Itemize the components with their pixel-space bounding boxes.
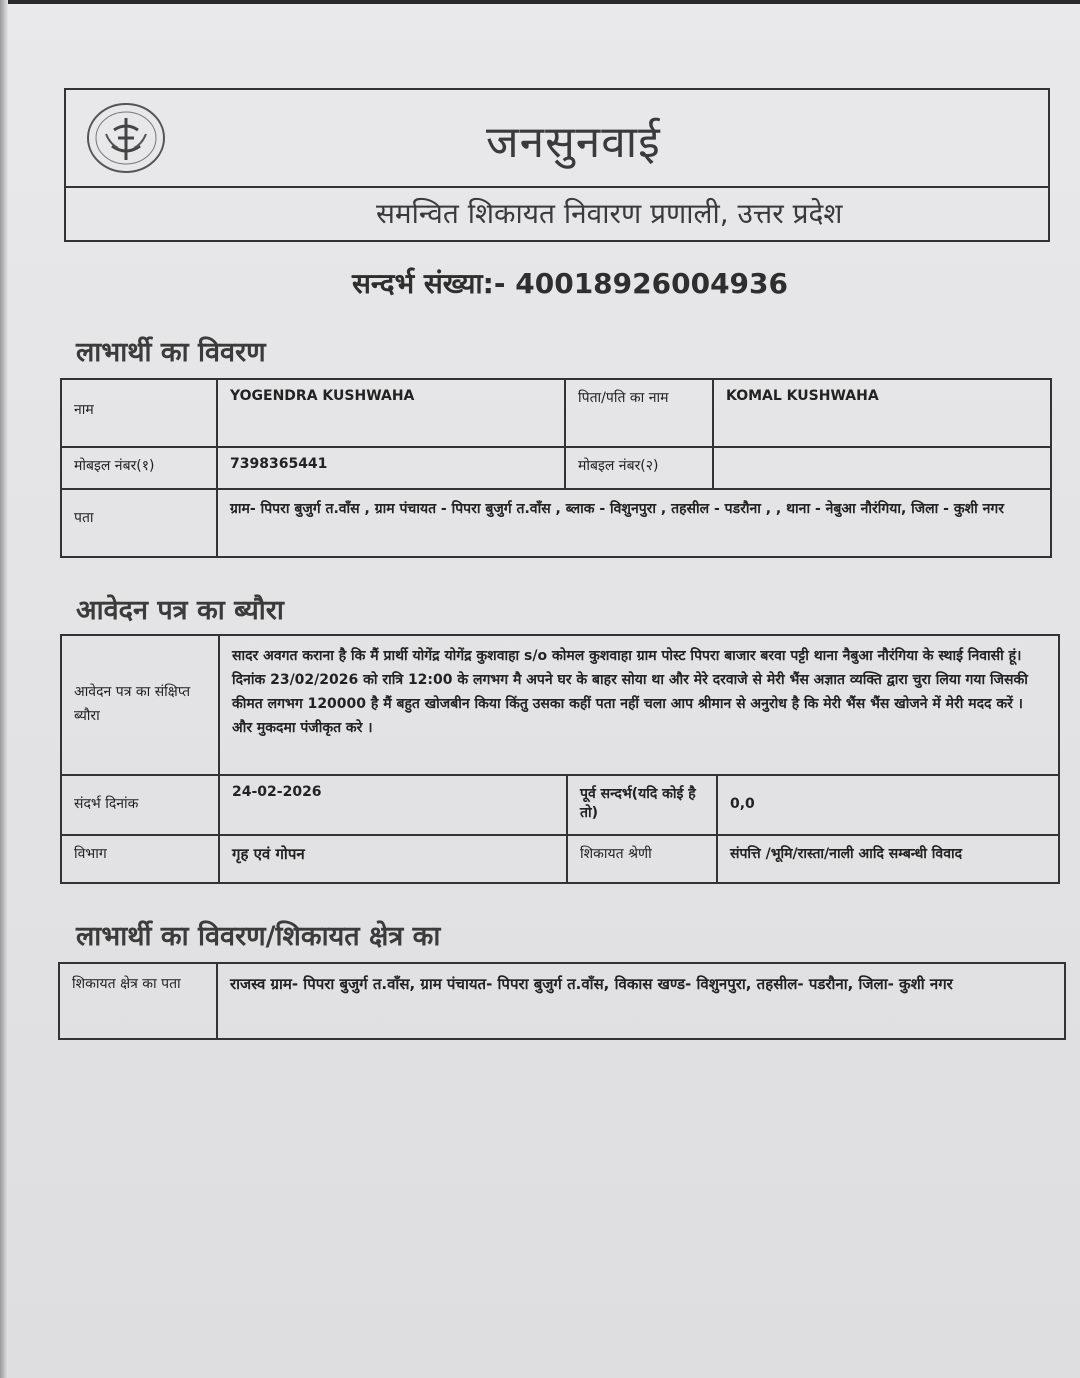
area-address-value: राजस्व ग्राम- पिपरा बुजुर्ग त.वाँस, ग्राम पंचायत- पिपरा बुजुर्ग त.वाँस, विकास खण्ड- विशुनपुरा, तहसील- पडरौना, जिला- कुशी नगर	[217, 963, 1065, 1039]
mobile1-label: मोबइल नंबर(१)	[61, 447, 217, 489]
header-box	[64, 88, 1050, 242]
reference-number	[352, 264, 788, 302]
department-label: विभाग	[61, 835, 219, 883]
date-label: संदर्भ दिनांक	[61, 775, 219, 835]
name-label: नाम	[61, 379, 217, 447]
name-value: YOGENDRA KUSHWAHA	[217, 379, 565, 447]
header-top-row	[66, 90, 1048, 188]
area-heading: लाभार्थी का विवरण/शिकायत क्षेत्र का	[76, 921, 441, 952]
top-edge	[0, 0, 1080, 4]
address-value: ग्राम- पिपरा बुजुर्ग त.वाँस , ग्राम पंचायत - पिपरा बुजुर्ग त.वाँस , ब्लाक - विशुनपुरा , तहसील - पडरौना , , थाना - नेबुआ नौरंगिया, जिला - कुशी नगर	[217, 489, 1051, 557]
beneficiary-heading: लाभार्थी का विवरण	[76, 337, 266, 368]
application-table	[60, 634, 1060, 884]
beneficiary-table	[60, 378, 1052, 558]
mobile2-value	[713, 447, 1051, 489]
application-heading: आवेदन पत्र का ब्यौरा	[76, 595, 284, 626]
reference-value: 40018926004936	[515, 267, 789, 300]
department-value: गृह एवं गोपन	[219, 835, 567, 883]
area-table	[58, 962, 1066, 1040]
up-government-emblem-icon	[84, 100, 168, 176]
area-address-label: शिकायत क्षेत्र का पता	[59, 963, 217, 1039]
mobile2-label: मोबइल नंबर(२)	[565, 447, 713, 489]
reference-label: सन्दर्भ संख्या:-	[352, 267, 516, 300]
father-name-value: KOMAL KUSHWAHA	[713, 379, 1051, 447]
summary-label: आवेदन पत्र का संक्षिप्त ब्यौरा	[61, 635, 219, 775]
mobile1-value: 7398365441	[217, 447, 565, 489]
previous-reference-label: पूर्व सन्दर्भ(यदि कोई है तो)	[567, 775, 717, 835]
app-title: जनसुनवाई	[486, 117, 661, 168]
date-value: 24-02-2026	[219, 775, 567, 835]
father-name-label: पिता/पति का नाम	[565, 379, 713, 447]
summary-value: सादर अवगत कराना है कि मैं प्रार्थी योगेंद्र योगेंद्र कुशवाहा s/o कोमल कुशवाहा ग्राम पोस्ट पिपरा बाजार बरवा पट्टी थाना नैबुआ नौरंगिया के स्थाई निवासी हूं। दिनांक 23/02/2026 को रात्रि 12:00 के लगभग मै अपने घर के बाहर सोया था और मेरे दरवाजे से मेरी भैंस अज्ञात व्यक्ति द्वारा चुरा लिया गया जिसकी कीमत लगभग 120000 है मैं बहुत खोजबीन किया किंतु उसका कहीं पता नहीं चला आप श्रीमान से अनुरोध है कि मेरी भैंस भैंस खोजने में मेरी मदद करें । और मुकदमा पंजीकृत करे ।	[219, 635, 1059, 775]
category-value: संपत्ति /भूमि/रास्ता/नाली आदि सम्बन्धी विवाद	[717, 835, 1059, 883]
left-shadow	[0, 0, 8, 1378]
app-subtitle: समन्वित शिकायत निवारण प्रणाली, उत्तर प्रदेश	[376, 197, 843, 230]
category-label: शिकायत श्रेणी	[567, 835, 717, 883]
previous-reference-value: 0,0	[717, 775, 1059, 835]
address-label: पता	[61, 489, 217, 557]
